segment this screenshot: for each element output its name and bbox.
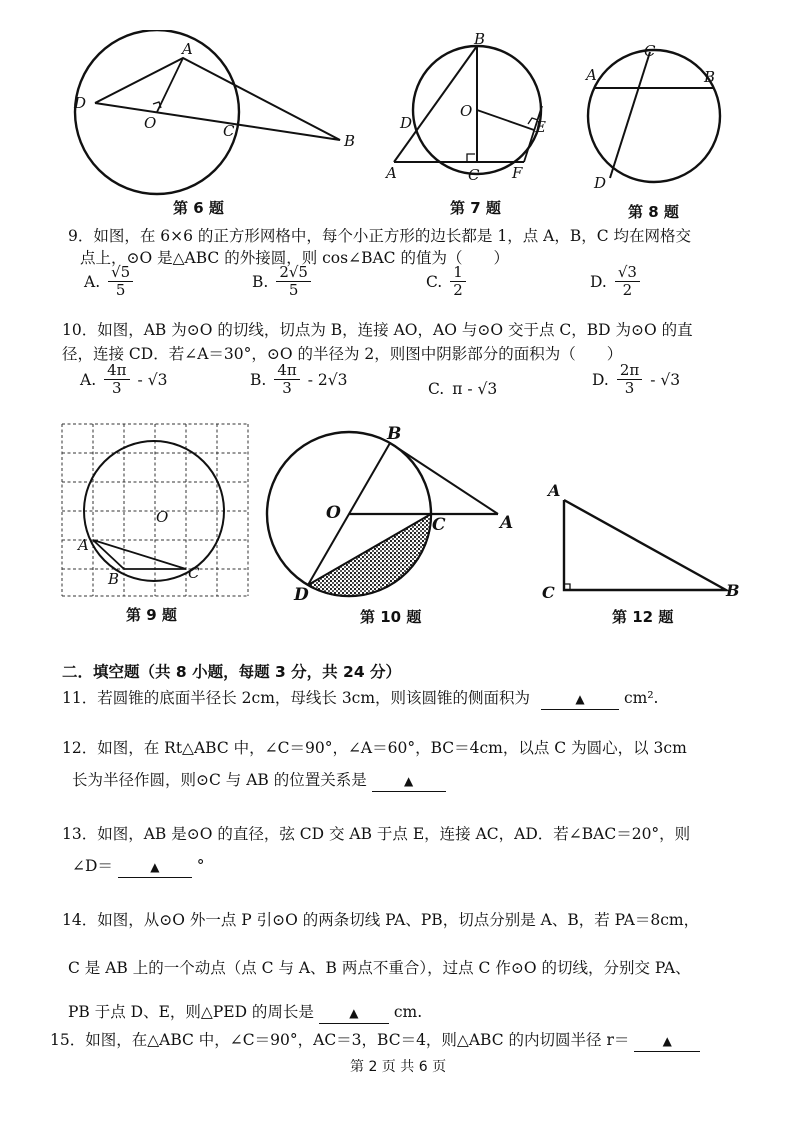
q15-answer-blank[interactable]: ▲: [634, 1030, 700, 1052]
q12-line2-text: 长为半径作圆，则⊙C 与 AB 的位置关系是: [72, 771, 367, 789]
q12-answer-blank[interactable]: ▲: [372, 770, 446, 792]
q9-option-a-den: 5: [115, 281, 126, 299]
figure-12: [536, 480, 746, 605]
q12-line2: [72, 770, 446, 792]
q14-line1: 14．如图，从⊙O 外一点 P 引⊙O 的两条切线 PA、PB，切点分别是 A、B，若 PA＝8cm，: [62, 911, 700, 929]
q10-option-d-label: D.: [592, 370, 609, 389]
q9-option-b-num: 2√5: [276, 264, 311, 282]
q11: [62, 688, 658, 710]
q9-option-b-den: 5: [288, 281, 299, 299]
q10-option-c-tail: π - √3: [452, 380, 498, 398]
fig8-label-D: D: [594, 174, 607, 192]
q10-option-d-den: 3: [624, 379, 635, 397]
q9-line2: 点上，⊙O 是△ABC 的外接圆，则 cos∠BAC 的值为（ ）: [80, 249, 509, 267]
q9-option-d-den: 2: [622, 281, 633, 299]
fig9-label-O: O: [156, 508, 169, 526]
fig7-label-E: E: [535, 118, 546, 136]
caption-fig6: 第 6 题: [173, 199, 224, 217]
q9-option-c-den: 2: [453, 281, 463, 299]
figure-8: [580, 40, 730, 200]
q9-option-d-label: D.: [590, 272, 607, 291]
fig12-label-C: C: [542, 583, 555, 602]
q15-text: 15．如图，在△ABC 中，∠C＝90°，AC＝3，BC＝4，则△ABC 的内切圆半径 r＝: [50, 1031, 630, 1049]
q9-option-a[interactable]: [84, 264, 133, 299]
q14-line3: [68, 1002, 422, 1024]
fig7-label-B: B: [474, 30, 486, 48]
fig10-label-A: A: [500, 513, 514, 533]
q9-option-c-label: C.: [426, 272, 443, 291]
q9-option-a-label: A.: [84, 272, 101, 291]
q10-option-d-tail: - √3: [650, 370, 681, 389]
q9-option-b-label: B.: [252, 272, 269, 291]
caption-fig8: 第 8 题: [628, 203, 679, 221]
fig12-label-B: B: [726, 581, 740, 600]
fig9-label-B: B: [108, 570, 120, 588]
fig7-label-D: D: [400, 114, 413, 132]
page-footer: 第 2 页 共 6 页: [350, 1059, 447, 1075]
fig8-label-B: B: [704, 68, 716, 86]
figure-10: [262, 420, 522, 610]
fig9-label-A: A: [78, 536, 89, 554]
q10-line2: 径，连接 CD．若∠A＝30°，⊙O 的半径为 2，则图中阴影部分的面积为（ ）: [62, 345, 623, 363]
fig7-label-O: O: [460, 102, 473, 120]
q9-option-c[interactable]: [426, 264, 466, 299]
q10-option-d[interactable]: [592, 362, 680, 397]
q13-line1: 13．如图，AB 是⊙O 的直径，弦 CD 交 AB 于点 E，连接 AC，AD．若∠BAC＝20°，则: [62, 825, 691, 843]
q9-option-d[interactable]: [590, 264, 640, 299]
q14-line3-text: PB 于点 D、E，则△PED 的周长是: [68, 1003, 314, 1021]
q9-option-b[interactable]: [252, 264, 311, 299]
fig7-label-A: A: [386, 164, 397, 182]
q12-line1: 12．如图，在 Rt△ABC 中，∠C＝90°，∠A＝60°，BC＝4cm，以点 C 为圆心，以 3cm: [62, 739, 687, 757]
caption-fig12: 第 12 题: [612, 608, 674, 626]
q10-option-d-num: 2π: [617, 362, 642, 380]
fig7-label-F: F: [512, 164, 523, 182]
q14-answer-blank[interactable]: ▲: [319, 1002, 389, 1024]
q10-line1: 10．如图，AB 为⊙O 的切线，切点为 B，连接 AO，AO 与⊙O 交于点 C，BD 为⊙O 的直: [62, 321, 693, 339]
figure-7: [378, 28, 558, 188]
fig10-label-O: O: [326, 503, 341, 523]
fig10-label-D: D: [294, 585, 309, 605]
caption-fig10: 第 10 题: [360, 608, 422, 626]
fig9-label-C: C: [188, 564, 200, 582]
q13-unit: °: [196, 857, 205, 875]
q10-option-a-num: 4π: [104, 362, 129, 380]
q9-option-c-num: 1: [450, 264, 466, 282]
fig8-label-C: C: [644, 42, 656, 60]
q9-option-a-num: √5: [108, 264, 133, 282]
q10-option-b[interactable]: [250, 362, 348, 397]
fig6-label-A: A: [182, 40, 193, 58]
q14-unit: cm.: [393, 1003, 423, 1021]
fig10-label-B: B: [387, 424, 402, 444]
fig6-label-B: B: [344, 132, 356, 150]
fig6-label-D: D: [74, 94, 87, 112]
q9-option-d-num: √3: [615, 264, 640, 282]
q10-option-a-label: A.: [80, 370, 97, 389]
fig6-label-O: O: [144, 114, 157, 132]
q10-option-c-label: C.: [428, 380, 445, 398]
q13-line2-text: ∠D＝: [72, 857, 113, 875]
q10-option-b-label: B.: [250, 370, 267, 389]
q13-line2: [72, 856, 205, 878]
figure-6: [60, 30, 370, 200]
q11-unit: cm².: [623, 689, 659, 707]
figure-9: [56, 418, 256, 602]
q14-line2: C 是 AB 上的一个动点（点 C 与 A、B 两点不重合），过点 C 作⊙O 的切线，分别交 PA、: [68, 959, 691, 977]
q13-answer-blank[interactable]: ▲: [118, 856, 192, 878]
q11-answer-blank[interactable]: ▲: [541, 688, 619, 710]
q11-text: 11．若圆锥的底面半径长 2cm，母线长 3cm，则该圆锥的侧面积为: [62, 689, 531, 707]
section-fill-in-title: 二．填空题（共 8 小题，每题 3 分，共 24 分）: [62, 663, 402, 681]
caption-fig9: 第 9 题: [126, 606, 177, 624]
fig7-label-C: C: [468, 166, 480, 184]
q15: [50, 1030, 700, 1052]
fig6-label-C: C: [223, 122, 235, 140]
q10-option-c[interactable]: [428, 380, 497, 398]
fig12-label-A: A: [548, 481, 561, 500]
q9-line1: 9．如图，在 6×6 的正方形网格中，每个小正方形的边长都是 1，点 A，B，C 均在网格交: [68, 227, 692, 245]
q10-option-b-tail: - 2√3: [307, 370, 348, 389]
q10-option-a-den: 3: [112, 379, 122, 397]
q10-option-a-tail: - √3: [137, 370, 168, 389]
q10-option-b-num: 4π: [274, 362, 299, 380]
fig10-label-C: C: [432, 515, 446, 535]
caption-fig7: 第 7 题: [450, 199, 501, 217]
fig8-label-A: A: [586, 66, 597, 84]
q10-option-a[interactable]: [80, 362, 167, 397]
q10-option-b-den: 3: [282, 379, 292, 397]
